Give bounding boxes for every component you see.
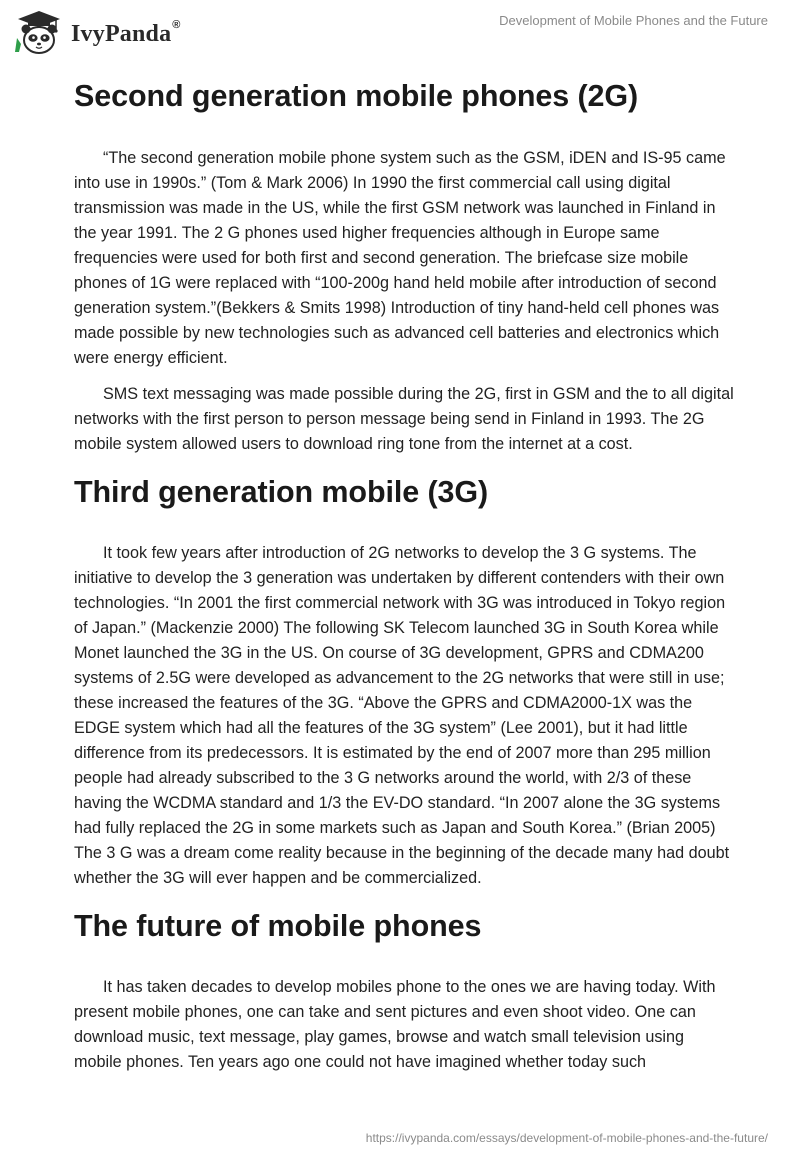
registered-mark: ® (172, 18, 181, 31)
brand-name: IvyPanda® (71, 18, 181, 47)
paragraph: “The second generation mobile phone system such as the GSM, iDEN and IS-95 came into use in 1990s.” (Tom & Mark 2006) In 1990 the first commercial call using digital transmission was made in the US, while the first GSM network was launched in Finland in the year 1991. The 2 G phones used higher frequencies although in Europe same frequencies were used for both first and second generation. The briefcase size mobile phones of 1G were replaced with “100-200g hand held mobile after introduction of second generation system.”(Bekkers & Smits 1998) Introduction of tiny hand-held cell phones was made possible by new technologies such as advanced cell batteries and electronics which were energy efficient. (74, 149, 726, 367)
brand-logo[interactable] (14, 8, 181, 58)
source-url[interactable]: https://ivypanda.com/essays/development-of-mobile-phones-and-the-future/ (365, 1131, 768, 1145)
section-heading: The future of mobile phones (74, 909, 482, 943)
section-2g (74, 75, 734, 457)
paragraph: SMS text messaging was made possible during the 2G, first in GSM and the to all digital networks with the first person to person message being send in Finland in 1993. The 2G mobile system allowed users to download ring tone from the internet at a cost. (74, 385, 734, 453)
page-header (0, 0, 800, 70)
essay-content (74, 70, 734, 1075)
document-title: Development of Mobile Phones and the Future (499, 13, 768, 28)
paragraph: It took few years after introduction of 2G networks to develop the 3 G systems. The initiative to develop the 3 generation was undertaken by different contenders with their own technologies. “In 2001 the first commercial network with 3G was introduced in Tokyo region of Japan.” (Mackenzie 2000) The following SK Telecom launched 3G in South Korea while Monet launched the 3G in the US. On course of 3G development, GPRS and CDMA200 systems of 2.5G were developed as advancement to the 2G networks that were still in use; these increased the features of the 3G. “Above the GPRS and CDMA2000-1X was the EDGE system which had all the features of the 3G system” (Lee 2001), but it had little difference from its predecessors. It is estimated by the end of 2007 more than 295 million people had already subscribed to the 3 G networks around the world, with 2/3 of these having the WCDMA standard and 1/3 the EV-DO standard. “In 2007 alone the 3G systems had fully replaced the 2G in some markets such as Japan and South Korea.” (Brian 2005) The 3 G was a dream come reality because in the beginning of the decade many had doubt whether the 3G will ever happen and be commercialized. (74, 544, 730, 887)
section-3g (74, 471, 734, 891)
paragraph: It has taken decades to develop mobiles phone to the ones we are having today. With present mobile phones, one can take and sent pictures and even shoot video. One can download music, text message, play games, browse and watch small television using mobile phones. Ten years ago one could not have imagined whether today such (74, 978, 716, 1071)
section-heading: Second generation mobile phones (2G) (74, 79, 639, 113)
panda-graduate-icon (14, 8, 64, 58)
section-heading: Third generation mobile (3G) (74, 475, 489, 509)
section-future (74, 905, 734, 1075)
